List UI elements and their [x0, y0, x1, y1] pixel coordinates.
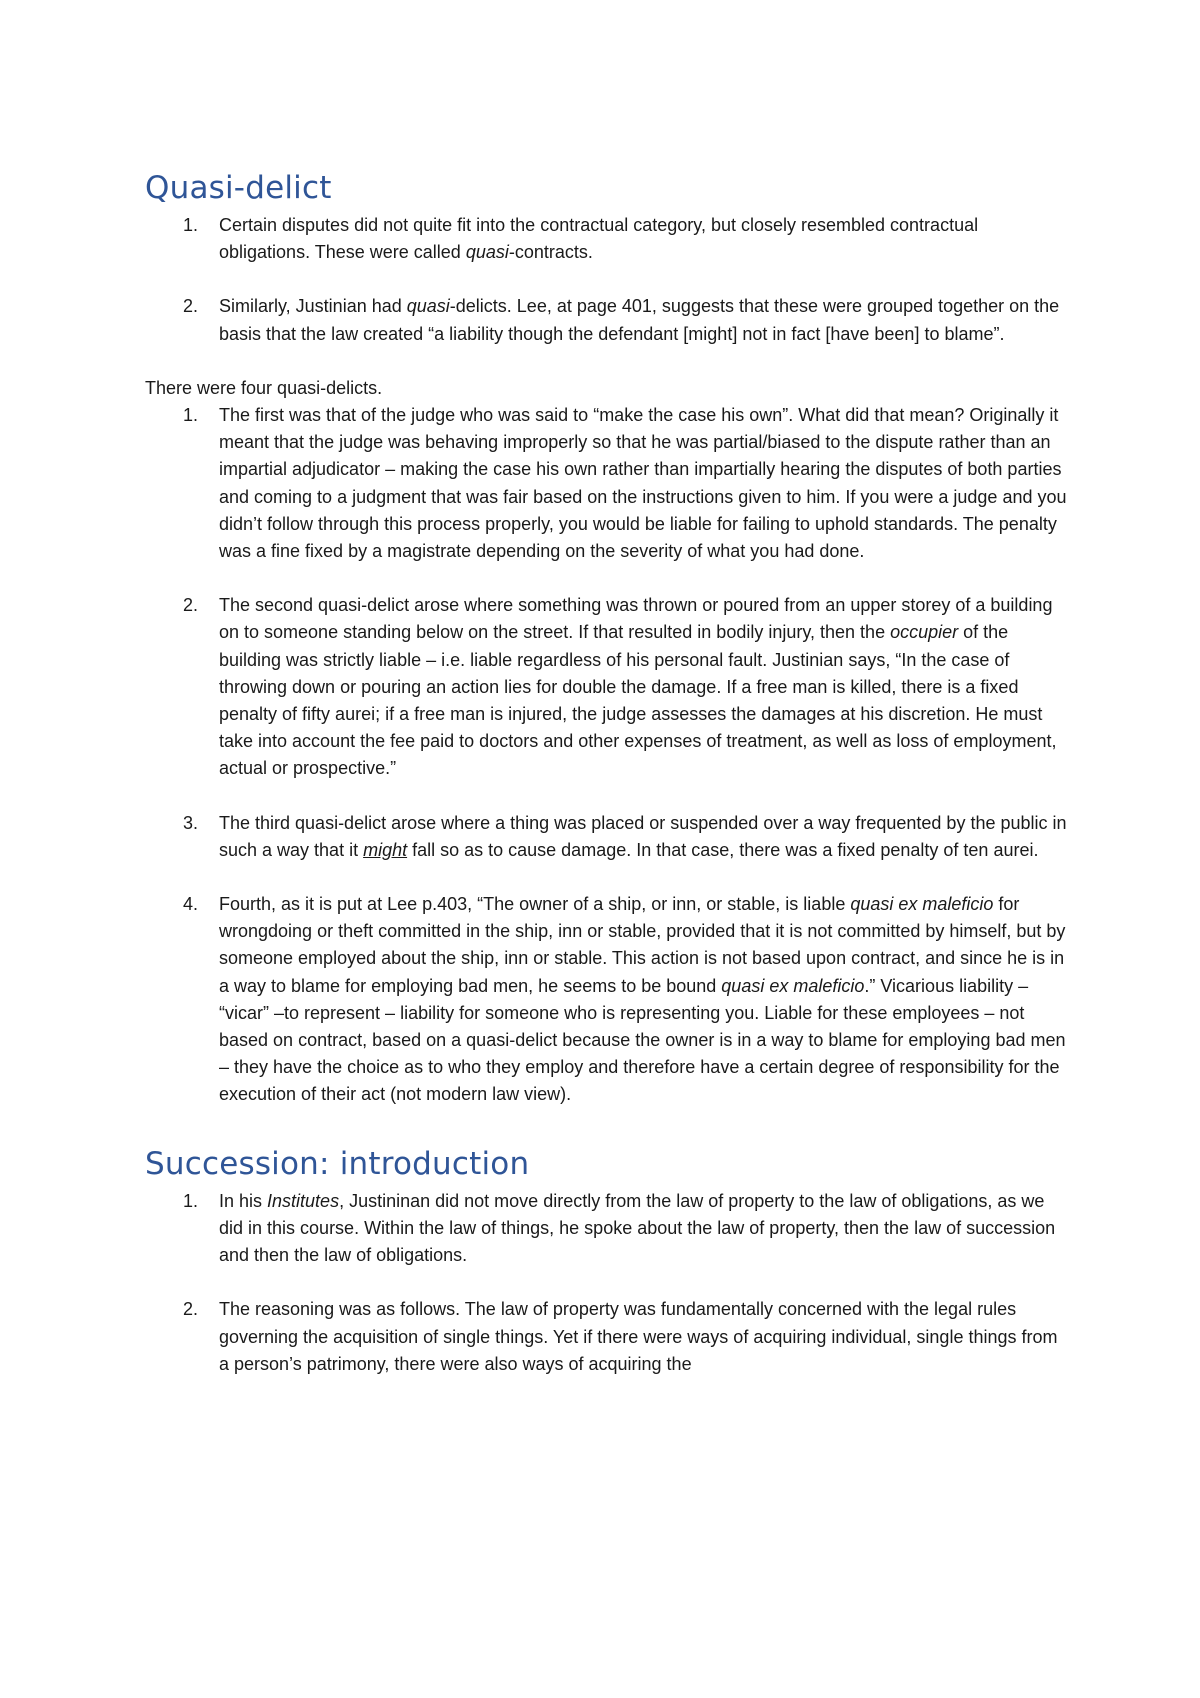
list-item: 1. The first was that of the judge who was said to “make the case his own”. What did that mean? Originally it meant that the judge was behaving improperly so that he was partial/biased to the dispute rather than an impartial adjudicator – making the case his own rather than impartially hearing the disputes of both parties and coming to a judgment that was fair based on the instructions given to him. If you were a judge and you didn’t follow through this process properly, you would be liable for failing to uphold standards. The penalty was a fine fixed by a magistrate depending on the severity of what you had done. [145, 402, 1070, 565]
list-number: 4. [183, 894, 199, 915]
list-item: 2. Similarly, Justinian had quasi-delicts. Lee, at page 401, suggests that these were grouped together on the basis that the law created “a liability though the defendant [might] not in fact [have been] to blame”. [145, 293, 1070, 347]
heading-succession-introduction: Succession: introduction [145, 1145, 530, 1182]
list-item: 1. In his Institutes, Justininan did not move directly from the law of property to the law of obligations, as we did in this course. Within the law of things, he spoke about the law of property, then the law of succession and then the law of obligations. [145, 1188, 1070, 1270]
four-quasi-delicts-intro: There were four quasi-delicts. [145, 377, 383, 398]
list-item: 2. The second quasi-delict arose where something was thrown or poured from an upper storey of a building on to someone standing below on the street. If that resulted in bodily injury, then the occupier of the building was strictly liable – i.e. liable regardless of his personal fault. Justinian says, “In the case of throwing down or pouring an action lies for double the damage. If a free man is killed, there is a fixed penalty of fifty aurei; if a free man is injured, the judge assesses the damages at his discretion. He must take into account the fee paid to doctors and other expenses of treatment, as well as loss of employment, actual or prospective.” [145, 592, 1070, 782]
succession-list [145, 1188, 1070, 1378]
list-number: 1. [183, 405, 199, 426]
list-number: 1. [183, 215, 199, 235]
list-number: 1. [183, 1190, 199, 1211]
list-number: 2. [183, 595, 199, 616]
four-quasi-delicts-list [145, 402, 1070, 1109]
list-number: 2. [183, 296, 199, 317]
document-body [145, 168, 1070, 1378]
list-item: 4. Fourth, as it is put at Lee p.403, “The owner of a ship, or inn, or stable, is liable quasi ex maleficio for wrongdoing or theft committed in the ship, inn or stable, provided that it is not committed by himself, but by someone employed about the ship, inn or stable. This action is not based upon contract, and since he is in a way to blame for employing bad men, he seems to be bound quasi ex maleficio.” Vicarious liability – “vicar” –to represent – liability for someone who is representing you. Liable for these employees – not based on contract, based on a quasi-delict because the owner is in a way to blame for employing bad men – they have the choice as to who they employ and therefore have a certain degree of responsibility for the execution of their act (not modern law view). [145, 891, 1070, 1109]
list-item: 1. Certain disputes did not quite fit into the contractual category, but closely resembled contractual obligations. These were called quasi-contracts. [145, 212, 1070, 266]
list-number: 2. [183, 1299, 199, 1320]
list-item: 2. The reasoning was as follows. The law of property was fundamentally concerned with the legal rules governing the acquisition of single things. Yet if there were ways of acquiring individual, single things from a person’s patrimony, there were also ways of acquiring the [145, 1296, 1070, 1378]
list-number: 3. [183, 812, 199, 833]
list-item: 3. The third quasi-delict arose where a thing was placed or suspended over a way frequented by the public in such a way that it might fall so as to cause damage. In that case, there was a fixed penalty of ten aurei. [145, 810, 1070, 864]
heading-quasi-delict: Quasi-delict [145, 170, 332, 206]
quasi-delict-intro-list [145, 212, 1070, 348]
